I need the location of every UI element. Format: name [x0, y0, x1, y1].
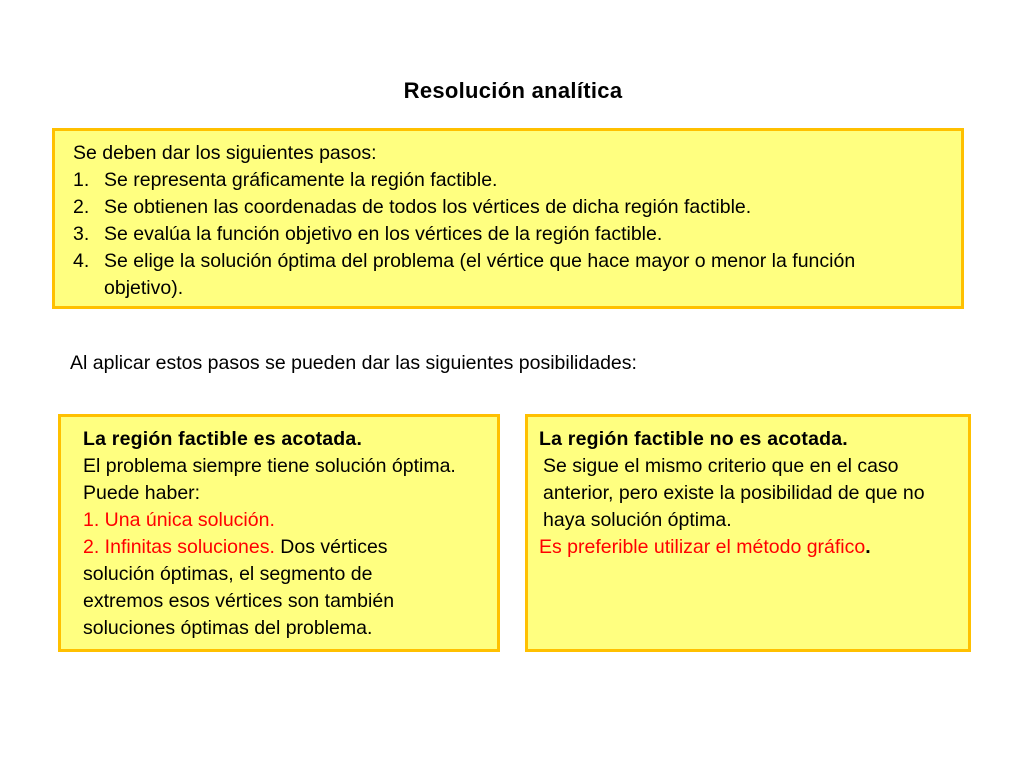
unbounded-description: Se sigue el mismo criterio que en el caso anterior, pero existe la posibilidad de que no haya solución óptima. [543, 455, 925, 531]
step-item [73, 221, 961, 248]
unbounded-title: La región factible no es acotada. [539, 428, 848, 450]
page-title: Resolución analítica [403, 78, 623, 103]
step-item [73, 167, 961, 194]
bounded-description: El problema siempre tiene solución óptima. Puede haber: [83, 455, 456, 504]
step-number: 4. [73, 250, 90, 272]
steps-list [73, 167, 961, 302]
step-text: Se evalúa la función objetivo en los vértices de la región factible. [104, 223, 663, 245]
bounded-option-infinite-label: 2. Infinitas soluciones. [83, 536, 275, 558]
step-number: 1. [73, 169, 90, 191]
step-text: Se obtienen las coordenadas de todos los vértices de dicha región factible. [104, 196, 752, 218]
bounded-option-unique: 1. Una única solución. [83, 509, 275, 531]
step-number: 2. [73, 196, 90, 218]
unbounded-region-box [525, 414, 971, 652]
bounded-title: La región factible es acotada. [83, 428, 363, 450]
unbounded-recommendation [539, 534, 954, 561]
bounded-region-box [58, 414, 500, 652]
step-number: 3. [73, 223, 90, 245]
step-item [73, 194, 961, 221]
steps-intro: Se deben dar los siguientes pasos: [73, 142, 377, 164]
possibilities-intro: Al aplicar estos pasos se pueden dar las siguientes posibilidades: [70, 352, 637, 374]
bounded-option-infinite [83, 534, 457, 642]
steps-box [52, 128, 964, 309]
step-item [73, 248, 961, 302]
step-text: Se elige la solución óptima del problema (el vértice que hace mayor o menor la función objetivo). [104, 250, 856, 299]
bounded-option-infinite-text: Dos vértices solución óptimas, el segmento de extremos esos vértices son también soluciones óptimas del problema. [83, 536, 395, 639]
step-text: Se representa gráficamente la región factible. [104, 169, 498, 191]
unbounded-recommendation-text: Es preferible utilizar el método gráfico [539, 536, 866, 558]
unbounded-recommendation-period: . [865, 536, 871, 558]
